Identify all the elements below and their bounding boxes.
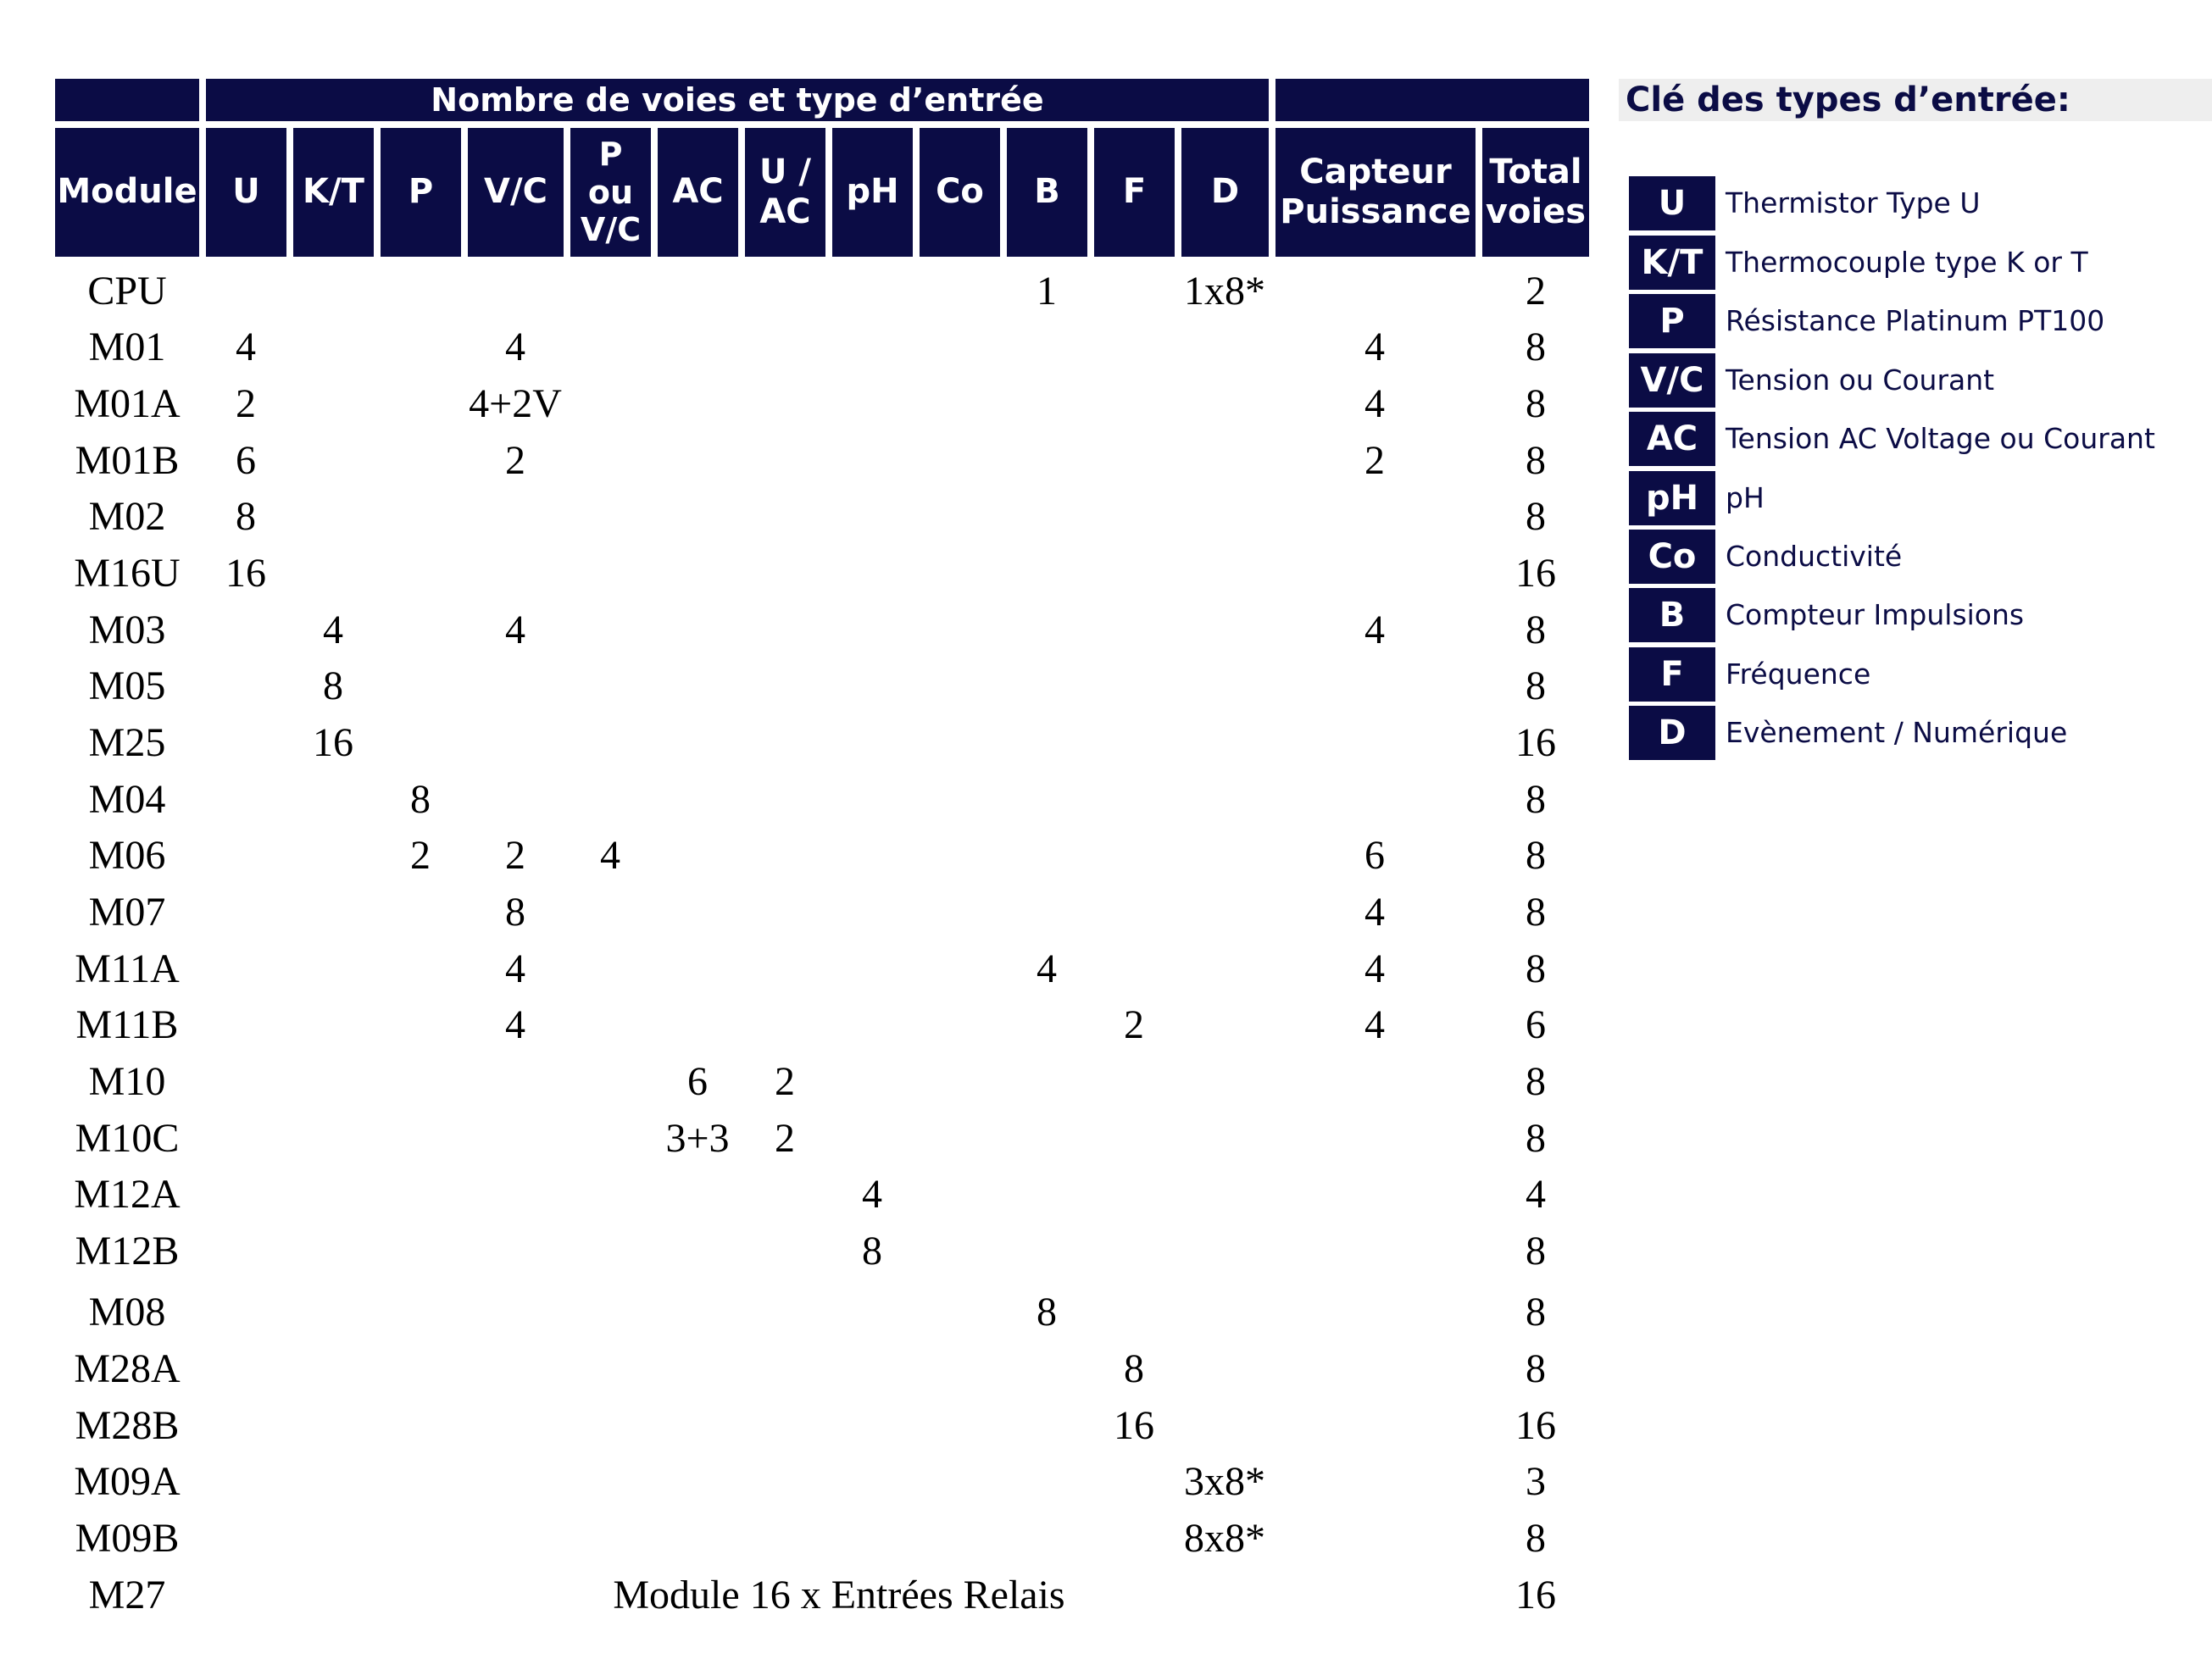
cell-vc: 4 bbox=[505, 1002, 525, 1047]
cell-module: M12B bbox=[75, 1229, 180, 1273]
cell-cap: 2 bbox=[1364, 438, 1385, 483]
col-header-d: D bbox=[1181, 128, 1269, 257]
cell-total: 16 bbox=[1515, 1403, 1556, 1448]
cell-total: 8 bbox=[1526, 438, 1546, 483]
cell-kt: 8 bbox=[323, 663, 343, 708]
cell-vc: 2 bbox=[505, 833, 525, 878]
cell-module: M07 bbox=[88, 890, 166, 935]
cell-module: M04 bbox=[88, 777, 166, 822]
col-header-capteur-line2: Puissance bbox=[1280, 192, 1471, 231]
cell-ph: 4 bbox=[862, 1172, 882, 1217]
cell-d bbox=[1157, 885, 1292, 940]
cell-total: 8 bbox=[1526, 833, 1546, 878]
cell-d bbox=[1157, 715, 1292, 771]
col-header-u-ac-line1: U / bbox=[759, 152, 811, 191]
cell-b: 4 bbox=[1037, 946, 1057, 991]
cell-cap: 4 bbox=[1364, 946, 1385, 991]
cell-cap bbox=[1307, 1511, 1442, 1567]
cell-cap: 4 bbox=[1364, 890, 1385, 935]
cell-cap bbox=[1307, 1054, 1442, 1110]
legend-key: B bbox=[1629, 588, 1715, 642]
legend-key: P bbox=[1629, 294, 1715, 348]
cell-total: 4 bbox=[1526, 1172, 1546, 1217]
cell-kt: 16 bbox=[313, 720, 353, 765]
cell-cap bbox=[1307, 1111, 1442, 1167]
cell-d bbox=[1157, 546, 1292, 602]
cell-d bbox=[1157, 1284, 1292, 1340]
cell-d bbox=[1157, 772, 1292, 828]
col-header-kt: K/T bbox=[293, 128, 374, 257]
cell-cap: 4 bbox=[1364, 608, 1385, 652]
cell-module: M25 bbox=[88, 720, 166, 765]
cell-d: 3x8* bbox=[1184, 1459, 1265, 1504]
cell-total: 16 bbox=[1515, 551, 1556, 596]
cell-vc: 8 bbox=[505, 890, 525, 935]
cell-u: 8 bbox=[236, 494, 256, 539]
cell-d bbox=[1157, 997, 1292, 1053]
col-header-p-ou-vc-line3: V/C bbox=[580, 211, 642, 249]
col-header-capteur-line1: Capteur bbox=[1299, 152, 1452, 191]
cell-module: M01A bbox=[74, 381, 181, 426]
cell-d bbox=[1157, 941, 1292, 997]
col-header-f: F bbox=[1094, 128, 1175, 257]
cell-total: 8 bbox=[1526, 1346, 1546, 1391]
legend-description: Résistance Platinum PT100 bbox=[1726, 304, 2105, 337]
col-header-total-line1: Total bbox=[1489, 152, 1582, 191]
cell-cap bbox=[1307, 489, 1442, 545]
col-header-p-ou-vc-line1: P bbox=[598, 135, 623, 173]
cell-module: M01B bbox=[75, 438, 180, 483]
cell-vc: 4+2V bbox=[469, 381, 562, 426]
cell-ac: 3+3 bbox=[665, 1116, 730, 1161]
cell-total: 8 bbox=[1526, 1516, 1546, 1561]
cell-vc: 4 bbox=[505, 946, 525, 991]
legend-description: Tension ou Courant bbox=[1726, 363, 1995, 397]
cell-total: 6 bbox=[1526, 1002, 1546, 1047]
col-header-u-ac-line2: AC bbox=[759, 192, 811, 231]
cell-total: 8 bbox=[1526, 1059, 1546, 1104]
cell-module: M09B bbox=[75, 1516, 180, 1561]
cell-module: M11B bbox=[75, 1002, 179, 1047]
legend-description: pH bbox=[1726, 481, 1765, 514]
cell-module: M28A bbox=[74, 1346, 181, 1391]
col-header-p-ou-vc-line2: ou bbox=[587, 173, 634, 211]
legend-key: AC bbox=[1629, 412, 1715, 466]
legend-key: D bbox=[1629, 706, 1715, 760]
cell-d bbox=[1157, 376, 1292, 432]
cell-total: 8 bbox=[1526, 946, 1546, 991]
cell-cap bbox=[1307, 546, 1442, 602]
cell-vc: 4 bbox=[505, 325, 525, 369]
legend-description: Evènement / Numérique bbox=[1726, 716, 2068, 749]
legend-title: Clé des types d’entrée: bbox=[1619, 79, 2212, 121]
cell-cap: 4 bbox=[1364, 381, 1385, 426]
cell-module: CPU bbox=[87, 269, 167, 313]
legend-key: K/T bbox=[1629, 236, 1715, 290]
cell-module: M12A bbox=[74, 1172, 181, 1217]
cell-total: 8 bbox=[1526, 663, 1546, 708]
cell-total: 3 bbox=[1526, 1459, 1546, 1504]
cell-d bbox=[1157, 1167, 1292, 1223]
cell-module: M27 bbox=[88, 1573, 166, 1617]
cell-f: 2 bbox=[1124, 1002, 1144, 1047]
legend-description: Fréquence bbox=[1726, 657, 1871, 691]
cell-d bbox=[1157, 602, 1292, 658]
cell-b: 8 bbox=[1037, 1290, 1057, 1334]
cell-total: 2 bbox=[1526, 269, 1546, 313]
cell-d bbox=[1157, 1223, 1292, 1279]
cell-module: M08 bbox=[88, 1290, 166, 1334]
cell-kt: 4 bbox=[323, 608, 343, 652]
cell-cap bbox=[1307, 715, 1442, 771]
cell-ac: 6 bbox=[687, 1059, 708, 1104]
cell-cap bbox=[1307, 264, 1442, 319]
cell-uac: 2 bbox=[775, 1059, 795, 1104]
cell-module: M09A bbox=[74, 1459, 181, 1504]
cell-total: 8 bbox=[1526, 1229, 1546, 1273]
cell-total: 8 bbox=[1526, 1116, 1546, 1161]
cell-cap bbox=[1307, 1167, 1442, 1223]
row-note: Module 16 x Entrées Relais bbox=[613, 1573, 1065, 1617]
cell-module: M11A bbox=[75, 946, 180, 991]
cell-module: M03 bbox=[88, 608, 166, 652]
col-header-ac: AC bbox=[658, 128, 738, 257]
cell-d: 1x8* bbox=[1184, 269, 1265, 313]
cell-total: 8 bbox=[1526, 494, 1546, 539]
legend-description: Compteur Impulsions bbox=[1726, 598, 2025, 631]
cell-module: M01 bbox=[88, 325, 166, 369]
legend-description: Conductivité bbox=[1726, 540, 1903, 573]
cell-module: M06 bbox=[88, 833, 166, 878]
cell-total: 8 bbox=[1526, 777, 1546, 822]
col-header-vc: V/C bbox=[468, 128, 564, 257]
cell-p: 2 bbox=[410, 833, 431, 878]
col-header-total-line2: voies bbox=[1485, 192, 1587, 231]
cell-d bbox=[1157, 1341, 1292, 1397]
cell-module: M10C bbox=[75, 1116, 180, 1161]
cell-module: M05 bbox=[88, 663, 166, 708]
cell-cap: 4 bbox=[1364, 325, 1385, 369]
cell-d bbox=[1157, 1054, 1292, 1110]
col-header-co: Co bbox=[920, 128, 1000, 257]
cell-vc: 2 bbox=[505, 438, 525, 483]
cell-ph: 8 bbox=[862, 1229, 882, 1273]
cell-cap bbox=[1307, 1341, 1442, 1397]
cell-module: M10 bbox=[88, 1059, 166, 1104]
cell-total: 16 bbox=[1515, 720, 1556, 765]
cell-pvc: 4 bbox=[600, 833, 620, 878]
legend-description: Tension AC Voltage ou Courant bbox=[1726, 422, 2155, 455]
cell-cap: 4 bbox=[1364, 1002, 1385, 1047]
cell-d bbox=[1157, 828, 1292, 884]
cell-vc: 4 bbox=[505, 608, 525, 652]
legend-key: pH bbox=[1629, 471, 1715, 525]
legend-key: Co bbox=[1629, 530, 1715, 584]
legend-description: Thermistor Type U bbox=[1726, 186, 1981, 219]
group-header: Nombre de voies et type d’entrée bbox=[206, 79, 1269, 121]
cell-d bbox=[1157, 319, 1292, 375]
cell-d bbox=[1157, 658, 1292, 714]
cell-total: 8 bbox=[1526, 890, 1546, 935]
cell-d bbox=[1157, 1398, 1292, 1454]
cell-cap bbox=[1307, 1398, 1442, 1454]
cell-total: 8 bbox=[1526, 608, 1546, 652]
legend-key: F bbox=[1629, 647, 1715, 702]
cell-total: 16 bbox=[1515, 1573, 1556, 1617]
col-header-p: P bbox=[381, 128, 461, 257]
cell-total: 8 bbox=[1526, 325, 1546, 369]
cell-cap bbox=[1307, 772, 1442, 828]
cell-total: 8 bbox=[1526, 381, 1546, 426]
col-header-u: U bbox=[206, 128, 286, 257]
legend-description: Thermocouple type K or T bbox=[1726, 246, 2088, 279]
cell-cap bbox=[1307, 1284, 1442, 1340]
cell-total: 8 bbox=[1526, 1290, 1546, 1334]
legend-key: V/C bbox=[1629, 353, 1715, 408]
cell-p: 8 bbox=[410, 777, 431, 822]
cell-f: 8 bbox=[1124, 1346, 1144, 1391]
cell-d: 8x8* bbox=[1184, 1516, 1265, 1561]
cell-cap bbox=[1307, 1454, 1442, 1510]
cell-u: 2 bbox=[236, 381, 256, 426]
cell-uac: 2 bbox=[775, 1116, 795, 1161]
cell-b: 1 bbox=[1037, 269, 1057, 313]
cell-u: 16 bbox=[225, 551, 266, 596]
cell-cap bbox=[1307, 658, 1442, 714]
legend-key: U bbox=[1629, 176, 1715, 230]
cell-d bbox=[1157, 489, 1292, 545]
col-header-b: B bbox=[1007, 128, 1087, 257]
cell-module: M28B bbox=[75, 1403, 180, 1448]
cell-u: 4 bbox=[236, 325, 256, 369]
cell-module: M02 bbox=[88, 494, 166, 539]
cell-module: M16U bbox=[74, 551, 181, 596]
cell-cap: 6 bbox=[1364, 833, 1385, 878]
col-header-ph: pH bbox=[832, 128, 913, 257]
cell-cap bbox=[1307, 1223, 1442, 1279]
col-header-module: Module bbox=[55, 128, 199, 257]
cell-d bbox=[1157, 1111, 1292, 1167]
cell-f: 16 bbox=[1114, 1403, 1154, 1448]
cell-u: 6 bbox=[236, 438, 256, 483]
cell-d bbox=[1157, 433, 1292, 489]
